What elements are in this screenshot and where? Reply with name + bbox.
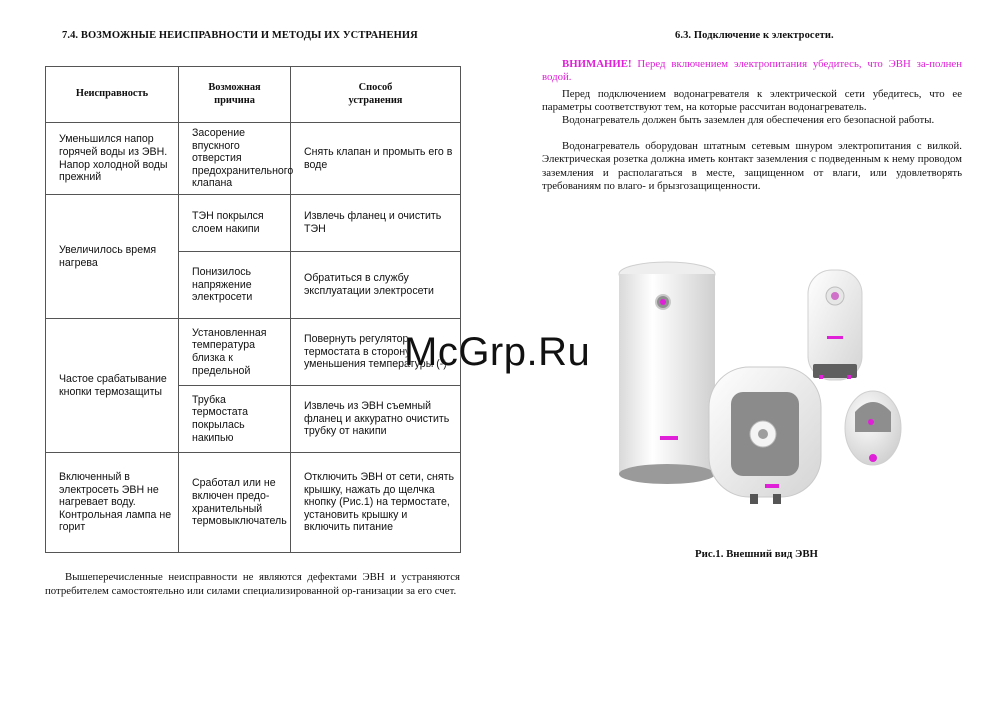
- warning-label: ВНИМАНИЕ!: [562, 58, 632, 70]
- cell-fault: Включенный в электросеть ЭВН не нагревает воду. Контрольная лампа не горит: [46, 453, 179, 553]
- section-title-electrical: 6.3. Подключение к электросети.: [675, 30, 834, 41]
- figure-caption: Рис.1. Внешний вид ЭВН: [695, 548, 818, 560]
- cell-remedy: Обратиться в службу эксплуатации электросети: [291, 252, 461, 319]
- section-title-troubleshooting: 7.4. ВОЗМОЖНЫЕ НЕИСПРАВНОСТИ И МЕТОДЫ ИХ УСТРАНЕНИЯ: [62, 30, 418, 41]
- cell-cause: Понизилось напряжение электросети: [179, 252, 291, 319]
- cell-fault: Уменьшился напор горячей воды из ЭВН. Напор холодной воды прежний: [46, 123, 179, 195]
- square-heater: [709, 367, 821, 504]
- cylindrical-heater: [619, 262, 715, 484]
- warning-text: Перед включением электропитания убедитесь, что ЭВН за-полнен водой.: [542, 58, 962, 84]
- paragraph-power-cord: Водонагреватель оборудован штатным сетевым шнуром электропитания с вилкой. Электрическая розетка должна иметь контакт заземления с подведенным к нему проводом заземления и располагаться в месте, защищенном от влаги, или удовлетворять требованиям по влаго- и брызгозащищенности.: [542, 140, 962, 192]
- warning-paragraph: [542, 58, 962, 85]
- table-row: [46, 453, 461, 553]
- cell-fault: Увеличилось время нагрева: [46, 195, 179, 319]
- header-remedy: Способ устранения: [291, 67, 461, 123]
- table-row: [46, 123, 461, 195]
- cell-cause: ТЭН покрылся слоем накипи: [179, 195, 291, 252]
- paragraph-grounding: Водонагреватель должен быть заземлен для обеспечения его безопасной работы.: [562, 114, 935, 126]
- cell-remedy: Повернуть регулятор термостата в сторону уменьшения температуры (-): [291, 319, 461, 386]
- watermark: McGrp.Ru: [404, 330, 591, 374]
- cell-remedy: Снять клапан и промыть его в воде: [291, 123, 461, 195]
- header-fault: Неисправность: [46, 67, 179, 123]
- cell-cause: Установленная температура близка к предельной: [179, 319, 291, 386]
- oval-heater: [845, 391, 901, 465]
- table-row: [46, 319, 461, 386]
- cell-fault: Частое срабатывание кнопки термозащиты: [46, 319, 179, 453]
- cell-cause: Засорение впускного отверстия предохранительного клапана: [179, 123, 291, 195]
- troubleshooting-note: Вышеперечисленные неисправности не являются дефектами ЭВН и устраняются потребителем самостоятельно или силами специализированной ор-ганизации за его счет.: [45, 571, 460, 597]
- cell-remedy: Отключить ЭВН от сети, снять крышку, нажать до щелчка кнопку (Рис.1) на термостате, установить крышку и включить питание: [291, 453, 461, 553]
- cell-remedy: Извлечь фланец и очистить ТЭН: [291, 195, 461, 252]
- table-header-row: [46, 67, 461, 123]
- paragraph-parameters: Перед подключением водонагревателя к электрической сети убедитесь, что ее параметры соответствуют тем, на которые рассчитан водонагреватель.: [542, 88, 962, 114]
- compact-heater: [808, 270, 862, 380]
- table-row: [46, 195, 461, 252]
- cell-cause: Сработал или не включен предо-хранительный термовыключатель: [179, 453, 291, 553]
- troubleshooting-table: [45, 66, 461, 553]
- cell-remedy: Извлечь из ЭВН съемный фланец и аккуратно очистить трубку от накипи: [291, 386, 461, 453]
- header-cause: Возможная причина: [179, 67, 291, 123]
- water-heaters-photo: [605, 252, 925, 517]
- cell-cause: Трубка термостата покрылась накипью: [179, 386, 291, 453]
